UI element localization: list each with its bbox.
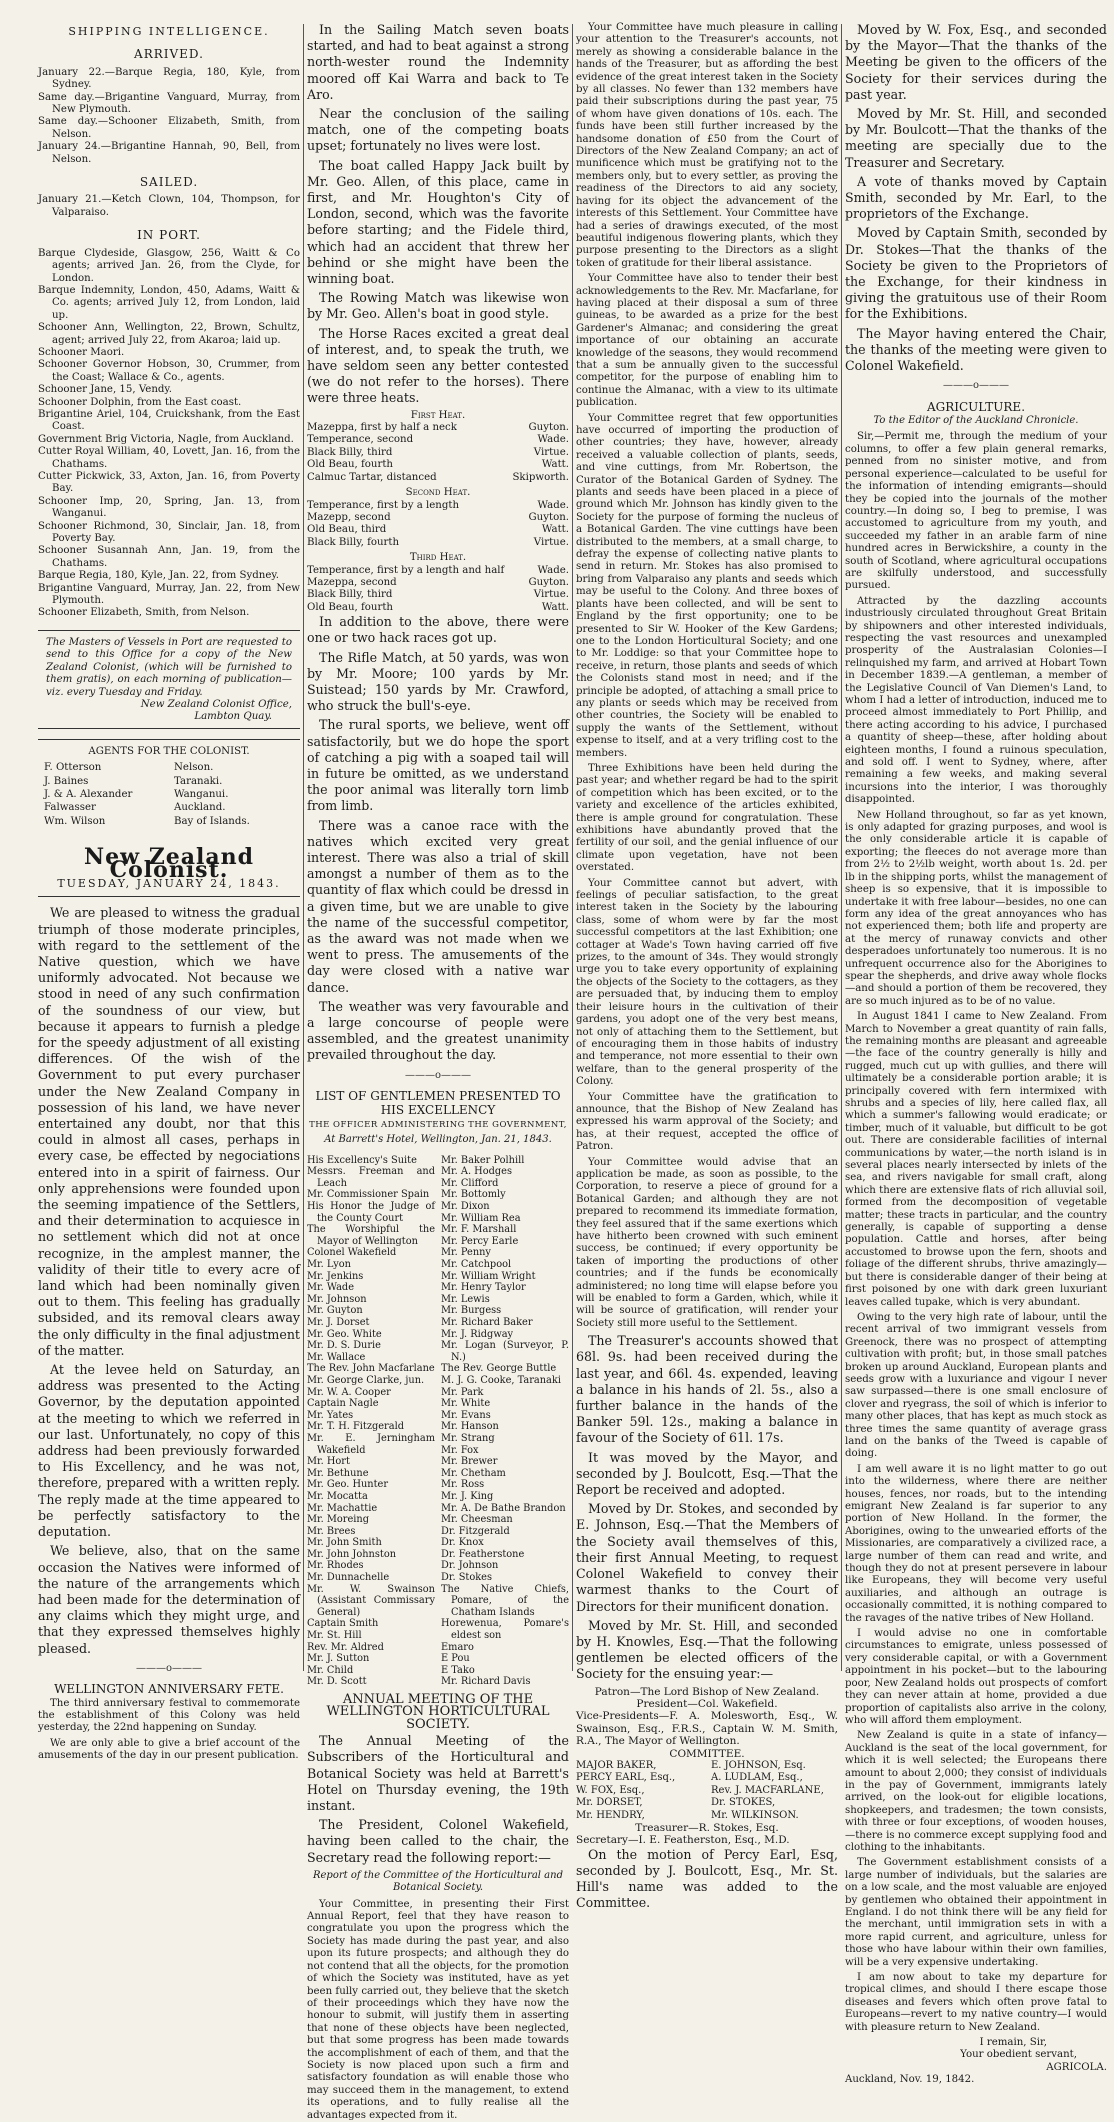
minutes-paragraph: The Treasurer's accounts showed that 68l. 9s. had been received during the last year, and 66l. 4s. expended, leaving a balance in his hands of 2l. 5s., also a further balance in the hands of the Banker 59l. 12s., making a balance in favour of the Society of 61l. 17s. [576,1333,838,1446]
list-item: Mr. Hort [307,1456,350,1468]
horse-result: Old Beau, third [307,524,387,536]
agent-row [44,776,294,788]
column-rule [303,24,304,1671]
signoff-line: I remain, Sir, [979,2037,1047,2049]
committee-member: PERCY EARL, Esq., [576,1772,676,1784]
list-item: Mr. Yates [307,1409,354,1421]
list-item: Brigantine Vanguard, Murray, Jan. 22, from New Plymouth. [38,582,300,607]
officers-list [576,1686,838,1847]
list-item: Mr. Hanson [441,1421,499,1433]
leader-article [38,905,300,1656]
minutes-paragraph: Moved by W. Fox, Esq., and seconded by the Mayor—That the thanks of the Meeting be given to the officers of the Society for their services during the past year. [845,22,1107,102]
list-item: Mr. Henry Taylor [441,1282,526,1294]
list-item: Mr. Richard Davis [441,1676,531,1688]
horticultural-minutes [576,1333,838,1682]
list-item: The Rev. John Macfarlane [307,1363,435,1375]
race-row [307,524,569,536]
horse-result: Calmuc Tartar, distanced [307,471,437,483]
horse-result: Black Billy, fourth [307,536,400,548]
horse-result: Temperance, second [307,434,414,446]
list-item: Mr. Lyon [307,1259,351,1271]
fete-paragraph: The rural sports, we believe, went off satisfactorily, but we do hope the sport of catching a pig with a soaped tail will in future be omitted, as we understand the poor animal was literally torn limb from limb. [307,717,569,814]
fete-paragraph: In addition to the above, there were one or two hack races got up. [307,614,569,646]
horticultural-closing [576,1847,838,1912]
list-item: Mr. Logan (Surveyor, P. N.) [441,1340,569,1363]
letter-signoff [845,2037,1107,2074]
horticultural-title: ANNUAL MEETING OF THE WELLINGTON HORTICULTURAL SOCIETY. [326,1692,550,1732]
report-paragraph: Your Committee, in presenting their First Annual Report, feel that they have reason to congratulate you upon the progress which the Society has made during the past year, and also upon its future prospects; and although they do not contend that all the objects, for the promotion of which the Society was instituted, have as yet been fully carried out, they believe that the sketch of their proceedings which they have now the honour to submit, will justify them in asserting that none of these objects have been neglected, but that some progress has been made towards the accomplishment of each of them, and that the Society is now placed upon such a firm and satisfactory foundation as will enable those who may succeed them in the management, to extend its operations, and to fully realise all the advantages expected from it. [307,1898,569,2121]
list-item: His Honor the Judge of the County Court [307,1201,435,1224]
rider-name: Wade. [537,564,569,576]
horse-result: Old Beau, fourth [307,601,393,613]
committee-member: Mr. WILKINSON. [711,1809,799,1821]
agents-title: AGENTS FOR THE COLONIST. [88,745,250,757]
list-item: January 21.—Ketch Clown, 104, Thompson, for Valparaiso. [38,194,300,218]
gentlemen-place: At Barrett's Hotel, Wellington, Jan. 21, 1843. [324,1134,552,1146]
list-item: Cutter Pickwick, 33, Axton, Jan. 16, from Poverty Bay. [38,471,300,495]
agriculture-title: AGRICULTURE. [926,399,1026,414]
race-row [307,589,569,601]
race-row [307,422,569,434]
names-left [307,1155,435,1688]
list-item: Mr. William Wright [441,1270,536,1282]
agent-place: Taranaki. [174,775,223,787]
masthead: New Zealand Colonist. [83,844,254,883]
agent-name: Wm. Wilson [44,815,106,827]
rider-name: Virtue. [533,536,569,548]
fete-title: WELLINGTON ANNIVERSARY FETE. [54,1682,284,1697]
column-rule [572,24,573,1671]
horse-result: Temperance, first by a length and half [307,564,505,576]
list-item: Mr. E. Jerningham Wakefield [307,1432,435,1456]
list-item: Colonel Wakefield [307,1247,397,1259]
agents-box [38,739,300,837]
rider-name: Wade. [537,499,569,511]
rider-name: Virtue. [533,446,569,458]
agent-row [44,816,294,828]
list-item: Mr. W. Swainson (Assistant Commissary General) [307,1583,435,1618]
list-item: Same day.—Brigantine Vanguard, Murray, from New Plymouth. [38,91,300,116]
horticultural-closing-continued [845,22,1107,374]
president: President—Col. Wakefield. [636,1697,778,1710]
committee-member: Mr. HENDRY, [576,1809,645,1821]
list-item: Mr. Dixon [441,1201,490,1213]
rider-name: Guyton. [528,511,569,523]
list-item: Emaro [441,1641,474,1653]
list-item: Mr. Jenkins [307,1270,364,1282]
separator: ———o——— [135,1662,203,1674]
list-item: January 24.—Brigantine Hannah, 90, Bell, from Nelson. [38,141,300,165]
agent-name: J. Baines [44,775,89,787]
notice-signature: New Zealand Colonist Office, [140,698,292,710]
list-item: Captain Nagle [307,1398,379,1410]
horticultural-paragraph: The Annual Meeting of the Subscribers of the Horticultural and Botanical Society was held at Barrett's Hotel on Thursday evening, the 19th instant. [307,1733,569,1814]
race-row [307,537,569,549]
leader-paragraph: We are pleased to witness the gradual triumph of those moderate principles, with regard to the settlement of the Native question, which we have uniformly advocated. Not because we stood in need of any such confirmation of the soundness of our view, but because it appears to furnish a pledge for the speedy adjustment of all existing differences. Of the wish of the Government to put every purchaser under the New Zealand Company in possession of his land, we have never entertained any doubt, nor that this could in almost all cases, perhaps in every case, be effected by negociations entered into in a spirit of fairness. Our only apprehensions were founded upon the seeming impatience of the Settlers, and their determination to acquiesce in no settlement which did not at once recognize, in the amplest manner, the validity of their title to every acre of land which had been nominally given out to them. This feeling has gradually subsided, and its removal clears away the only difficulty in the final adjustment of the matter. [38,905,300,1358]
list-item: Mr. J. Sutton [307,1653,370,1665]
agent-name: J. & A. Alexander [44,788,133,800]
list-item: Mr. J. King [441,1490,494,1502]
agent-row [44,802,294,814]
list-item: Mr. Johnson [307,1293,367,1305]
separator: ———o——— [942,380,1010,392]
list-item: Schooner Governor Hobson, 30, Crummer, from the Coast; Wallace & Co., agents. [38,359,300,383]
agent-name: Falwasser [44,802,96,814]
arrived-title: ARRIVED. [134,47,204,62]
list-item: Schooner Susannah Ann, Jan. 19, from the Chathams. [38,545,300,569]
treasurer: Treasurer—R. Stokes, Esq. [635,1821,779,1834]
committee-member: A. LUDLAM, Esq., [711,1772,803,1784]
list-item: Brigantine Ariel, 104, Cruickshank, from the East Coast. [38,408,300,433]
race-row [307,577,569,589]
committee-member: W. FOX, Esq., [576,1784,645,1796]
heat-title: First Heat. [410,409,466,421]
list-item: Mr. Brewer [441,1456,498,1468]
list-item: Same day.—Schooner Elizabeth, Smith, from Nelson. [38,116,300,140]
minutes-paragraph: It was moved by the Mayor, and seconded by J. Boulcott, Esq.—That the Report be received and adopted. [576,1449,838,1498]
list-item: Dr. Stokes [441,1572,492,1584]
agent-row [44,762,294,774]
list-item: Mr. St. Hill [307,1630,362,1642]
minutes-paragraph: The Mayor having entered the Chair, the thanks of the meeting were given to Colonel Wakefield. [845,325,1107,374]
list-item: Dr. Featherstone [441,1548,525,1560]
notice-text: The Masters of Vessels in Port are requested to send to this Office for a copy of the New Zealand Colonist, (which will be furnished to them gratis), on each morning of publication—viz. every Tuesday and Friday. [46,636,292,698]
heat-title: Third Heat. [409,552,467,564]
race-row [307,434,569,446]
list-item: Mr. Dunnachelle [307,1572,390,1584]
list-item: Dr. Johnson [441,1560,499,1572]
race-row [307,472,569,484]
list-item: Mr. Evans [441,1409,491,1421]
committee-title: COMMITTEE. [669,1747,745,1760]
list-item: Mr. Penny [441,1247,491,1259]
report-paragraph: Your Committee have also to tender their best acknowledgements to the Rev. Mr. Macfarlane, for having placed at their disposal a sum of three guineas, to be awarded as a prize for the best Gardener's Almanac; and considering the great importance of our obtaining an accurate knowledge of the seasons, they would recommend that a sum be annually given to the successful competitor, for the purpose of enabling him to continue the Almanac, with a view to its ultimate publication. [576,273,838,409]
report-text-continued [576,22,838,1330]
horse-result: Black Billy, third [307,589,393,601]
list-item: The Rev. George Buttle [441,1363,557,1375]
horse-result: Old Beau, fourth [307,459,393,471]
list-item: Messrs. Freeman and Leach [307,1166,435,1189]
list-item: Rev. Mr. Aldred [307,1641,384,1653]
leader-paragraph: At the levee held on Saturday, an address was presented to the Acting Governor, by the deputation appointed at the meeting to which we referred in our last. Unfortunately, no copy of this address had been previously forwarded to His Excellency, and he was not, therefore, prepared with a written reply. The reply made at the time appeared to be perfectly satisfactory to the deputation. [38,1362,300,1540]
fete-paragraph: The Horse Races excited a great deal of interest, and, to speak the truth, we have seldom seen any better contested (we do not refer to the horses). There were three heats. [307,325,569,406]
committee-list [576,1760,838,1822]
fete-paragraph: The Rowing Match was likewise won by Mr. Geo. Allen's boat in good style. [307,290,569,322]
rider-name: Wade. [537,434,569,446]
list-item: Mr. George Clarke, jun. [307,1374,425,1386]
letter-paragraph: In August 1841 I came to New Zealand. From March to November a great quantity of rain falls, the remaining months are pleasant and agreeable—the face of the country generally is hilly and rugged, much cut up with gullies, and there will ultimately be a considerable portion arable; it is principally covered with fern intermixed with shrubs and a species of lily, here called flax, all which a summer's fallowing would eradicate; or timber, much of it valuable, but difficult to be got out. There are considerable facilities of internal communications by water,—the north island is in several places nearly intersected by inlets of the sea, and rivers navigable for small craft, along which there are extensive flats of rich alluvial soil, formed from the decomposition of vegetable matter; these tracts in particular, and the country generally, is capable of supporting a dense population. Cattle and horses, after being accustomed to browse upon the fern, shoots and foliage of the different shrubs, thrive amazingly—but there is considerable danger of their being at first poisoned by one with dark green luxuriant leaves called tupake, which is very abundant. [845,1011,1107,1308]
committee-member: E. JOHNSON, Esq. [711,1759,806,1771]
list-item: Barque Clydeside, Glasgow, 256, Waitt & Co agents; arrived Jan. 26, from the Clyde, for London. [38,247,300,284]
list-item: Mr. Strang [441,1432,495,1444]
letter-paragraph: I am now about to take my departure for tropical climes, and should I there escape those diseases and fevers which often prove fatal to Europeans—revert to my native country—I would with pleasure return to New Zealand. [845,1972,1107,2033]
list-item: Mr. White [441,1398,491,1410]
list-item: Government Brig Victoria, Nagle, from Auckland. [38,433,294,445]
minutes-paragraph: Moved by Captain Smith, seconded by Dr. Stokes—That the thanks of the Society be given to the Proprietors of the Exchange, for their kindness in giving the gratuitous use of their Room for the Exhibitions. [845,225,1107,322]
fete-paragraph: There was a canoe race with the natives which excited very great interest. There was also a trial of skill amongst a number of them as to the quantity of flax which could be dressd in a given time, but we are unable to give the name of the successful competitor, as the award was not made when we went to press. The amusements of the day were closed with a native war dance. [307,817,569,995]
report-paragraph: Three Exhibitions have been held during the past year; and whether regard be had to the spirit of competition which has been excited, or to the variety and excellence of the articles exhibited, there is ample ground for congratulation. These exhibitions have abundantly proved that the fertility of our soil, and the genial influence of our climate upon vegetation, have not been overstated. [576,762,838,874]
agent-name: F. Otterson [44,762,102,774]
gentlemen-subtitle: THE OFFICER ADMINISTERING THE GOVERNMENT, [309,1119,567,1130]
list-item: Dr. Fitzgerald [441,1525,510,1537]
agent-place: Nelson. [174,762,214,774]
sailed-list [38,194,300,219]
letter-paragraph: I am well aware it is no light matter to go out into the wilderness, where there are neither houses, fences, nor roads, but to the intending emigrant New Zealand is far superior to any portion of New Holland. In the former, the Aborigines, owing to the unwearied efforts of the Missionaries, are comparatively a civilized race, a large number of them can read and write, and though they do not at present persevere in labour like Europeans, they will become very useful auxiliaries, and although an outrage is occasionally committed, it is nothing compared to the ravages of the native tribes of New Holland. [845,1463,1107,1624]
report-paragraph: Your Committee have the gratification to announce, that the Bishop of New Zealand has expressed his warm approval of the Society; and has, at their request, accepted the office of Patron. [576,1091,838,1153]
list-item: Schooner Jane, 15, Vendy. [38,384,173,396]
minutes-paragraph: A vote of thanks moved by Captain Smith, seconded by Mr. Earl, to the proprietors of the Exchange. [845,173,1107,222]
list-item: Schooner Ann, Wellington, 22, Brown, Schultz, agent; arrived July 22, from Akaroa; laid up. [38,322,300,346]
heat-title: Second Heat. [405,487,471,499]
signoff-line: Your obedient servant, [960,2049,1077,2061]
fete-article-continued [307,22,569,407]
signoff-name: AGRICOLA. [1046,2061,1107,2073]
list-item: Mr. Catchpool [441,1259,512,1271]
names-right [441,1155,569,1688]
letter-paragraph: Owing to the very high rate of labour, until the recent arrival of two immigrant vessels from Greenock, there was no prospect of attempting cultivation with profit; but, in those small patches broken up around Auckland, European plants and seeds grow with a luxuriance and vigour I never saw surpassed—there is one small enclosure of clover and ryegrass, the soil of which is inferior to many other places, that has kept as much stock as three times the same quantity of average grass land on the banks of the Tweed is capable of doing. [845,1311,1107,1460]
committee-left [576,1760,703,1822]
agriculture-letter [845,431,1107,2034]
report-text [307,1899,569,2122]
list-item: M. J. G. Cooke, Taranaki [441,1374,561,1386]
list-item: His Excellency's Suite [307,1154,417,1166]
list-item: Mr. Machattie [307,1502,378,1514]
gentlemen-title-2: HIS EXCELLENCY [380,1103,496,1118]
arrived-list [38,67,300,166]
committee-member: MAJOR BAKER, [576,1759,657,1771]
letter-paragraph: New Zealand is quite in a state of infancy—Auckland is the seat of the local government, for which it is well selected; the Europeans there amount to about 2,000; they consist of individuals in the pay of Government, immigrants lately arrived, on the look-out for eligible locations, shopkeepers, and tradesmen; the town consists, with three or four exceptions, of wooden houses,—there is no commerce except supplying food and clothing to the inhabitants. [845,1730,1107,1853]
separator: ———o——— [404,1069,472,1081]
list-item: Mr. D. Scott [307,1676,367,1688]
list-item: Mr. W. A. Cooper [307,1386,391,1398]
list-item: Mr. D. S. Durie [307,1340,381,1352]
fete-paragraph: The weather was very favourable and a large concourse of people were assembled, and the greatest unanimity prevailed throughout the day. [307,998,569,1063]
committee-member: Dr. STOKES, [711,1797,776,1809]
list-item: Schooner Maori. [38,346,125,358]
list-item: Mr. Rhodes [307,1560,364,1572]
list-item: The Worshipful the Mayor of Wellington [307,1224,435,1247]
list-item: Mr. Richard Baker [441,1317,533,1328]
minutes-paragraph: Moved by Mr. St. Hill, and seconded by Mr. Boulcott—That the thanks of the meeting are specially due to the Treasurer and Secretary. [845,106,1107,170]
list-item: Mr. Bottomly [441,1189,506,1201]
letter-dateline: Auckland, Nov. 19, 1842. [845,2074,975,2086]
shipping-header: SHIPPING INTELLIGENCE. [68,25,270,38]
list-item: Mr. J. Ridgway [441,1328,514,1340]
list-item: Barque Indemnity, London, 450, Adams, Waitt & Co. agents; arrived July 12, from London, laid up. [38,284,300,321]
list-item: January 22.—Barque Regia, 180, Kyle, from Sydney. [38,66,300,91]
list-item: Mr. Geo. Hunter [307,1479,389,1491]
list-item: E Pou [441,1653,470,1665]
rider-name: Virtue. [533,589,569,601]
vice-presidents: Vice-Presidents—F. A. Molesworth, Esq., W. Swainson, Esq., F.R.S., Captain W. M. Smith, R.A., The Mayor of Wellington. [576,1710,838,1748]
column-1 [38,22,300,1762]
committee-member: Mr. DORSET, [576,1797,643,1809]
list-item: The Native Chiefs, Pomare, of the Chatham Islands [441,1583,569,1618]
in-port-list [38,248,300,620]
masters-notice [38,630,300,729]
agent-place: Wanganui. [174,788,229,800]
list-item: E Tako [441,1664,475,1676]
agents-list [44,762,294,828]
fete-paragraph: Near the conclusion of the sailing match, one of the competing boats upset; fortunately no lives were lost. [307,106,569,154]
rider-name: Skipworth. [512,471,569,483]
agent-row [44,789,294,801]
secretary: Secretary—I. E. Featherston, Esq., M.D. [576,1834,790,1847]
agent-place: Auckland. [174,802,226,814]
list-item: Barque Regia, 180, Kyle, Jan. 22, from Sydney. [38,570,280,582]
horticultural-paragraph: The President, Colonel Wakefield, having been called to the chair, the Secretary read the following report:— [307,1817,569,1865]
list-item: Schooner Dolphin, from the East coast. [38,396,242,408]
fete-paragraph: The boat called Happy Jack built by Mr. Geo. Allen, of this place, came in first, and Mr. Houghton's City of London, second, which was the favorite before starting; and the Fidele third, which had an accident that threw her behind or she might have been the winning boat. [307,157,569,287]
notice-signature: Lambton Quay. [194,711,272,723]
list-item: Mr. Park [441,1386,484,1398]
in-port-title: IN PORT. [137,228,201,243]
list-item: Mr. Cheesman [441,1514,513,1526]
column-3 [576,22,838,1911]
horse-result: Temperance, first by a length [307,499,460,511]
list-item: Schooner Richmond, 30, Sinclair, Jan. 18, from Poverty Bay. [38,520,300,545]
list-item: Horewenua, Pomare's eldest son [441,1618,569,1642]
agriculture-addressee: To the Editor of the Auckland Chronicle. [873,415,1079,427]
horse-result: Black Billy, third [307,446,393,458]
list-item: Mr. Child [307,1664,354,1676]
gentlemen-title: LIST OF GENTLEMEN PRESENTED TO [315,1089,561,1104]
list-item: Mr. F. Marshall [441,1224,517,1236]
list-item: Dr. Knox [441,1537,484,1549]
list-item: Mr. Fox [441,1444,479,1456]
fete-paragraph: In the Sailing Match seven boats started, and had to beat against a strong north-wester round the Indemnity moored off Kai Warra and back to Te Aro. [307,22,569,102]
patron: Patron—The Lord Bishop of New Zealand. [594,1685,820,1698]
list-item: Mr. Ross [441,1479,485,1491]
rider-name: Watt. [541,524,569,536]
race-row [307,500,569,512]
horse-race-results [307,410,569,615]
list-item: Schooner Elizabeth, Smith, from Nelson. [38,607,250,619]
horse-result: Mazepp, second [307,511,391,523]
list-item: Mr. Moreing [307,1514,369,1526]
list-item: Captain Smith [307,1618,379,1630]
letter-paragraph: The Government establishment consists of a large number of individuals, but the salaries are on a low scale, and the most valuable are enjoyed by gentlemen who obtained their appointment in England. I do not think there will be any field for the merchant, until immigration sets in with a more rapid current, and agriculture, unless for those who have labour within their own families, will be a very expensive undertaking. [845,1857,1107,1968]
list-item: Mr. Burgess [441,1305,502,1317]
list-item: Mr. A. Hodges [441,1166,512,1178]
letter-paragraph: Attracted by the dazzling accounts industriously circulated throughout Great Britain by shipowners and other interested individuals, respecting the vast resources and unexampled prosperity of the Australasian Colonies—I relinquished my farm, and arrived at Hobart Town in December 1839.—A gentleman, a member of the Legislative Council of Van Diemen's Land, to whom I had a letter of introduction, induced me to proceed almost immediately to Port Phillip, and there acting according to his advice, I purchased a quantity of sheep—these, after holding about eighteen months, I found a ruinous speculation, and sold off. I went to Sydney, where, after remaining a few weeks, and making several incursions into the interior, I was thoroughly disappointed. [845,595,1107,806]
fete-article-continued [307,614,569,1063]
agent-place: Bay of Islands. [174,815,250,827]
list-item: Mr. William Rea [441,1212,521,1224]
column-4 [845,22,1107,2086]
issue-date: TUESDAY, JANUARY 24, 1843. [38,878,300,897]
list-item: Mr. Baker Polhill [441,1154,525,1166]
horticultural-intro [307,1733,569,1866]
list-item: Mr. Brees [307,1525,356,1537]
list-item: Cutter Royal William, 40, Lovett, Jan. 16, from the Chathams. [38,446,300,470]
leader-paragraph: We believe, also, that on the same occasion the Natives were informed of the nature of the arrangements which had been made for the determination of any claims which they might urge, and that they expressed themselves highly pleased. [38,1543,300,1656]
race-row [307,602,569,614]
list-item: Mr. Lewis [441,1293,490,1305]
fete-paragraph: The third anniversary festival to commemorate the establishment of this Colony was held yesterday, the 22nd happening on Sunday. [38,1697,300,1734]
report-paragraph: Your Committee regret that few opportunities have occurred of importing the production of other countries; they have, however, already received a valuable collection of plants, seeds, and vine cuttings, from Mr. Robertson, the Curator of the Botanical Garden of Sydney. The plants and seeds have been placed in a piece of ground which Mr. Johnson has kindly given to the Society for the purpose of forming the nucleus of a Botanical Garden. The vine cuttings have been distributed to the members, at a small charge, to defray the expense of collecting native plants to send in return. Mr. Stokes has also promised to bring from Valparaiso any plants and seeds which may be useful to the Colony. And three boxes of plants have been collected, and will be sent to England by the first opportunity; one to be presented to Sir W. Hooker of the Kew Gardens; one to the London Horticultural Society; and one to Mr. Loddige: so that your Committee hope to receive, in return, those plants and seeds of which the Colonists stand most in need; and if the principle be adopted, of attaching a small price to any plants or seeds which may be received from other countries, the Society will be enabled to supply the wants of the Settlement, without expense to itself, and at a very trifling cost to the members. [576,412,838,759]
rider-name: Guyton. [528,422,569,434]
fete-paragraph: The Rifle Match, at 50 yards, was won by Mr. Moore; 100 yards by Mr. Suistead; 150 yards by Mr. Crawford, who struck the bull's-eye. [307,649,569,714]
list-item: Mr. Chetham [441,1467,506,1479]
report-paragraph: Your Committee cannot but advert, with feelings of peculiar satisfaction, to the great interest taken in the Society by the labouring class, some of whom were by far the most successful competitors at the last Exhibition; one cottager at Wade's Town having carried off five prizes, to the amount of 34s. They would strongly urge you to take every opportunity of explaining the objects of the Society to the cottagers, as they are persuaded that, by inducing them to employ their leisure hours in the cultivation of their gardens, you adopt one of the very best means, not only of attaching them to the Settlement, but of encouraging them in those habits of industry and temperance, not more essential to their own welfare, than to the general prosperity of the Colony. [576,877,838,1088]
letter-paragraph: I would advise no one in comfortable circumstances to emigrate, unless possessed of very considerable capital, or with a Government appointment in his pocket—but to the labouring poor, New Zealand holds out prospects of comfort they can never attain at home, provided a due proportion of capitalists also arrive in the colony, who will afford them employment. [845,1628,1107,1726]
list-item: Mr. Geo. White [307,1328,382,1340]
committee-member: Rev. J. MACFARLANE, [711,1784,824,1796]
minutes-paragraph: Moved by Dr. Stokes, and seconded by E. Johnson, Esq.—That the Members of the Society avail themselves of this, their first Annual Meeting, to request Colonel Wakefield to convey their warmest thanks to the Court of Directors for their munificent donation. [576,1501,838,1614]
rider-name: Guyton. [528,576,569,588]
list-item: Mr. John Johnston [307,1548,397,1560]
horse-result: Mazeppa, first by half a neck [307,422,457,434]
race-row [307,459,569,471]
list-item: Mr. Wallace [307,1351,366,1363]
committee-right [711,1760,838,1822]
column-2 [307,22,569,2121]
list-item: Mr. J. Dorset [307,1317,370,1328]
list-item: Mr. A. De Bathe Brandon [441,1502,566,1514]
race-row [307,512,569,524]
letter-paragraph: Sir,—Permit me, through the medium of your columns, to offer a few plain general remarks, penned from no sinister motive, and from personal experience—calculated to be useful for the information of intending emigrants—should they be copied into the journals of the mother country.—In doing so, I beg to premise, I was accustomed to agriculture from my youth, and succeeded my father in an arable farm of nine hundred acres in Berwickshire, a county in the south of Scotland, where agricultural occupations are skilfully understood, and successfully pursued. [845,431,1107,592]
report-paragraph: Your Committee would advise that an application be made, as soon as possible, to the Corporation, to reserve a piece of ground for a Botanical Garden; and although they are not prepared to recommend its immediate formation, they feel assured that if the same exertions which have hitherto been crowned with such eminent success, be continued; if every opportunity be taken of importing the productions of other countries; and if the funds be economically administered; no long time will elapse before you will be enabled to form a Garden, which, while it will be source of gratification, will render your Society still more useful to the Settlement. [576,1156,838,1329]
sailed-title: SAILED. [139,175,199,190]
list-item: Mr. Mocatta [307,1490,368,1502]
list-item: Schooner Imp, 20, Spring, Jan. 13, from Wanganui. [38,495,300,520]
list-item: Mr. Percy Earle [441,1235,519,1247]
column-rule [841,24,842,1671]
letter-paragraph: New Holland throughout, so far as yet known, is only adapted for grazing purposes, and wool is the only considerable article it is capable of exporting; the fleeces do not average more than from 2½ to 2½lb weight, worth about 1s. 2d. per lb in the shipping ports, whilst the management of sheep is so expensive, that it is impossible to undertake it with free labour—besides, no one can form any idea of the great annoyances who has not experienced them; both life and property are at the mercy of runaway convicts and other desperadoes unfortunately too numerous. It is no unfrequent occurrence also for the Aborigines to spear the shepherds, and drive away whole flocks—and should a portion of them be recovered, they are so much injured as to be of no value. [845,809,1107,1007]
list-item: Mr. Clifford [441,1177,499,1189]
report-paragraph: Your Committee have much pleasure in calling your attention to the Treasurer's accounts, not merely as showing a considerable balance in the hands of the Treasurer, but as affording the best evidence of the great interest taken in the Society by all classes. No fewer than 132 members have paid their subscriptions during the past year, 75 of whom have given donations of 10s. each. The funds have been still further increased by the handsome donation of £50 from the Court of Directors of the New Zealand Company; an act of munificence which must be gratifying not to the members only, but to every settler, as proving the readiness of the Directors to aid any society, having for its object the advancement of the interests of this Settlement. Your Committee have had a series of drawings executed, of the most beautiful indigenous flowering plants, which they purpose presenting to the Directors as a slight token of gratitude for their liberal assistance. [576,22,838,269]
list-item: Mr. Commissioner Spain [307,1189,430,1201]
horse-result: Mazeppa, second [307,576,397,588]
minutes-paragraph: Moved by Mr. St. Hill, and seconded by H. Knowles, Esq.—That the following gentlemen be elected officers of the Society for the ensuing year:— [576,1617,838,1682]
gentlemen-list [307,1155,569,1688]
list-item: Mr. T. H. Fitzgerald [307,1421,404,1433]
minutes-paragraph: On the motion of Percy Earl, Esq, seconded by J. Boulcott, Esq., Mr. St. Hill's name was added to the Committee. [576,1846,838,1911]
list-item: Mr. Wade [307,1282,354,1294]
list-item: Mr. Bethune [307,1467,369,1479]
list-item: Mr. John Smith [307,1537,382,1549]
report-title: Report of the Committee of the Horticultural and Botanical Society. [312,1869,563,1894]
race-row [307,447,569,459]
list-item: Mr. Guyton [307,1305,363,1317]
race-row [307,565,569,577]
fete-article [38,1698,300,1763]
fete-paragraph: We are only able to give a brief account of the amusements of the day in our present publication. [38,1737,300,1762]
rider-name: Watt. [541,459,569,471]
rider-name: Watt. [541,601,569,613]
